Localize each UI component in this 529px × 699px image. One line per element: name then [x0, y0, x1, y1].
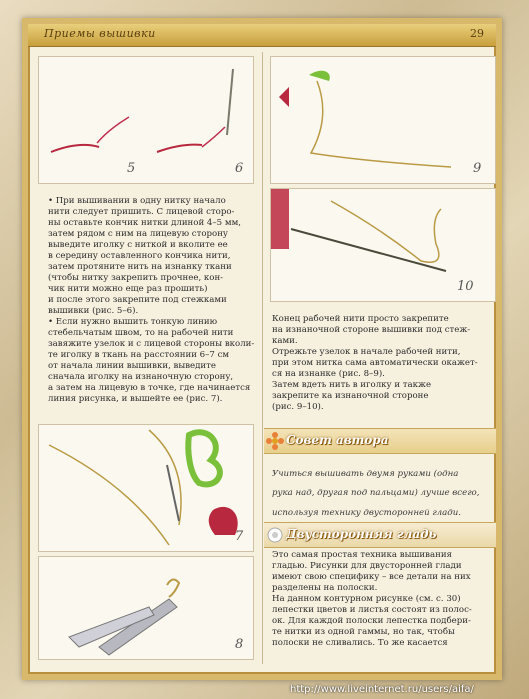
author-tip-text	[272, 460, 494, 527]
text-line: Это самая простая техника вышивания	[272, 550, 452, 560]
text-line: затем рядом с ним на лицевую сторону	[48, 229, 228, 239]
spool-icon	[267, 527, 283, 543]
figure-panel-10	[270, 188, 496, 302]
text-line: закрепите ка изнаночной стороне	[272, 391, 429, 401]
text-line: линия рисунка, и вышейте ее (рис. 7).	[48, 394, 223, 404]
text-line: рука над, другая под пальцами) лучше всего,	[272, 488, 480, 499]
text-line: те нитки из одной гаммы, но так, чтобы	[272, 627, 455, 637]
figure-6-number: 6	[235, 161, 244, 176]
figure-7-illustration	[39, 425, 253, 551]
column-divider	[262, 52, 263, 664]
text-line: сначала иголку на изнаночную сторону,	[48, 372, 234, 382]
figure-7-number: 7	[235, 529, 244, 544]
figure-panel-9	[270, 56, 496, 184]
text-line: имеют свою специфику – все детали на них	[272, 572, 471, 582]
right-body-text	[272, 314, 494, 413]
left-body-text	[48, 196, 258, 405]
text-line: гладью. Рисунки для двусторонней глади	[272, 561, 462, 571]
text-line: завяжите узелок и с лицевой стороны вколи-	[48, 339, 255, 349]
text-line: ся на изнанке (рис. 8–9).	[272, 369, 385, 379]
figure-panel-8	[38, 556, 254, 660]
text-line: разделены на полоски.	[272, 583, 378, 593]
text-line: лепестки цветов и листья состоят из полос-	[272, 605, 472, 615]
header-title: Приемы вышивки	[44, 27, 156, 40]
text-line: (чтобы нитку закрепить прочнее, кон-	[48, 273, 224, 283]
figure-8-number: 8	[235, 637, 244, 652]
text-line: (рис. 9–10).	[272, 402, 324, 412]
text-line: и после этого закрепите под стежками	[48, 295, 227, 305]
text-line: ны оставьте кончик нитки длиной 4–5 мм,	[48, 218, 241, 228]
figure-10-number: 10	[457, 279, 474, 294]
text-line: от начала линии вышивки, выведите	[48, 361, 216, 371]
figure-9-illustration	[271, 57, 495, 183]
text-line: стебельчатым швом, то на рабочей нити	[48, 328, 234, 338]
text-line: Конец рабочей нити просто закрепите	[272, 314, 449, 324]
figure-panel-7	[38, 424, 254, 552]
text-line: при этом нитка сама автоматически окажет-	[272, 358, 478, 368]
section-bar	[264, 522, 496, 548]
page-header	[28, 24, 496, 47]
text-line: на изнаночной стороне вышивки под стеж-	[272, 325, 471, 335]
text-line: в середину оставленного кончика нити,	[48, 251, 231, 261]
figure-8-illustration	[39, 557, 253, 659]
text-line: Затем вдеть нить в иголку и также	[272, 380, 432, 390]
text-line: вышивки (рис. 5–6).	[48, 306, 139, 316]
text-line: Отрежьте узелок в начале рабочей нити,	[272, 347, 461, 357]
page-number: 29	[470, 27, 484, 40]
text-line: нити следует пришить. С лицевой сторо-	[48, 207, 235, 217]
text-line: затем протяните нить на изнанку ткани	[48, 262, 232, 272]
text-line: полоски не сливались. То же касается	[272, 638, 448, 648]
figure-9-number: 9	[473, 161, 482, 176]
text-line: те иголку в ткань на расстоянии 6–7 см	[48, 350, 230, 360]
figure-5-number: 5	[127, 161, 136, 176]
flower-icon	[266, 432, 284, 450]
text-line: а затем на лицевую в точке, где начинается	[48, 383, 251, 393]
text-line: На данном контурном рисунке (см. с. 30)	[272, 594, 461, 604]
author-tip-title: Совет автора	[286, 433, 389, 447]
text-line: выведите иголку с ниткой и вколите ее	[48, 240, 228, 250]
text-line: чик нити можно еще раз прошить)	[48, 284, 208, 294]
text-line: • Если нужно вышить тонкую линию	[48, 317, 218, 327]
section-title: Двусторонняя гладь	[286, 527, 437, 541]
section-body-text	[272, 550, 494, 649]
text-line: используя технику двусторонней глади.	[272, 507, 461, 518]
figure-panel-5-6	[38, 56, 254, 184]
author-tip-bar	[264, 428, 496, 454]
watermark-url: http://www.liveinternet.ru/users/aifa/	[290, 684, 474, 695]
text-line: • При вышивании в одну нитку начало	[48, 196, 226, 206]
text-line: ками.	[272, 336, 298, 346]
text-line: Учиться вышивать двумя руками (одна	[272, 468, 459, 479]
text-line: ок. Для каждой полоски лепестка подбери-	[272, 616, 471, 626]
